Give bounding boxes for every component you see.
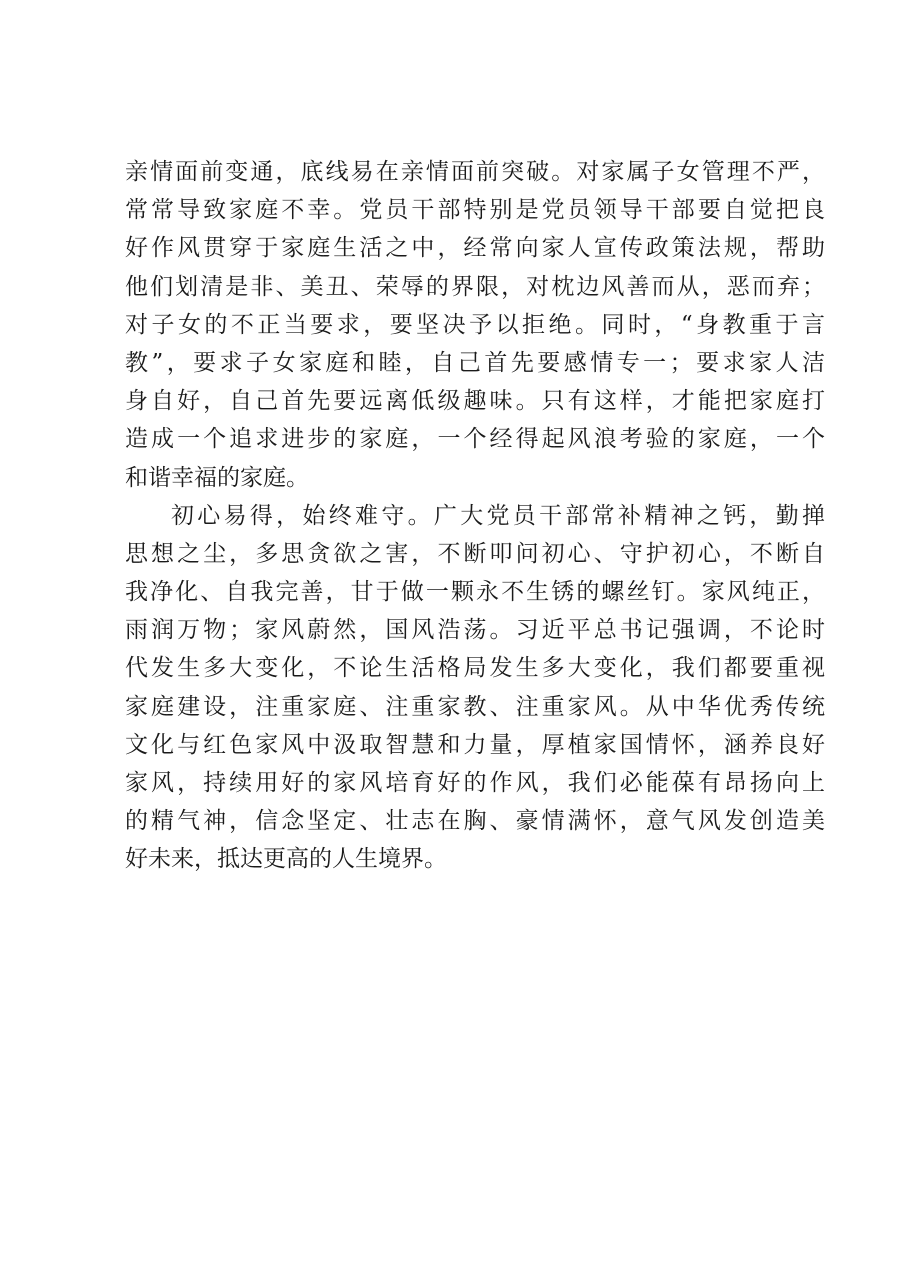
paragraph-line: 身自好，自己首先要远离低级趣味。只有这样，才能把家庭打 [125, 388, 825, 415]
document-body [125, 153, 825, 879]
paragraph-line: 初心易得，始终难守。广大党员干部常补精神之钙，勤掸 [171, 502, 825, 529]
paragraph-line: 好作风贯穿于家庭生活之中，经常向家人宣传政策法规，帮助 [125, 235, 825, 262]
paragraph-line: 雨润万物；家风蔚然，国风浩荡。习近平总书记强调，不论时 [125, 617, 825, 644]
paragraph-line: 和谐幸福的家庭。 [125, 464, 309, 491]
paragraph-line: 家庭建设，注重家庭、注重家教、注重家风。从中华优秀传统 [125, 693, 825, 720]
paragraph-1 [125, 153, 825, 497]
paragraph-line: 思想之尘，多思贪欲之害，不断叩问初心、守护初心，不断自 [125, 540, 825, 567]
paragraph-line: 常常导致家庭不幸。党员干部特别是党员领导干部要自觉把良 [125, 197, 825, 224]
paragraph-line: 代发生多大变化，不论生活格局发生多大变化，我们都要重视 [125, 655, 825, 682]
paragraph-2 [125, 497, 825, 879]
paragraph-line: 的精气神，信念坚定、壮志在胸、豪情满怀，意气风发创造美 [125, 808, 825, 835]
paragraph-line: 家风，持续用好的家风培育好的作风，我们必能葆有昂扬向上 [125, 770, 825, 796]
paragraph-line: 好未来，抵达更高的人生境界。 [125, 846, 447, 873]
paragraph-line: 教”，要求子女家庭和睦，自己首先要感情专一；要求家人洁 [125, 349, 825, 376]
paragraph-line: 亲情面前变通，底线易在亲情面前突破。对家属子女管理不严， [125, 159, 825, 185]
paragraph-line: 造成一个追求进步的家庭，一个经得起风浪考验的家庭，一个 [125, 426, 825, 453]
paragraph-line: 文化与红色家风中汲取智慧和力量，厚植家国情怀，涵养良好 [125, 731, 825, 758]
paragraph-line: 我净化、自我完善，甘于做一颗永不生锈的螺丝钉。家风纯正， [125, 579, 825, 606]
paragraph-line: 对子女的不正当要求，要坚决予以拒绝。同时，“身教重于言 [125, 311, 825, 338]
paragraph-line: 他们划清是非、美丑、荣辱的界限，对枕边风善而从，恶而弃； [125, 273, 825, 300]
